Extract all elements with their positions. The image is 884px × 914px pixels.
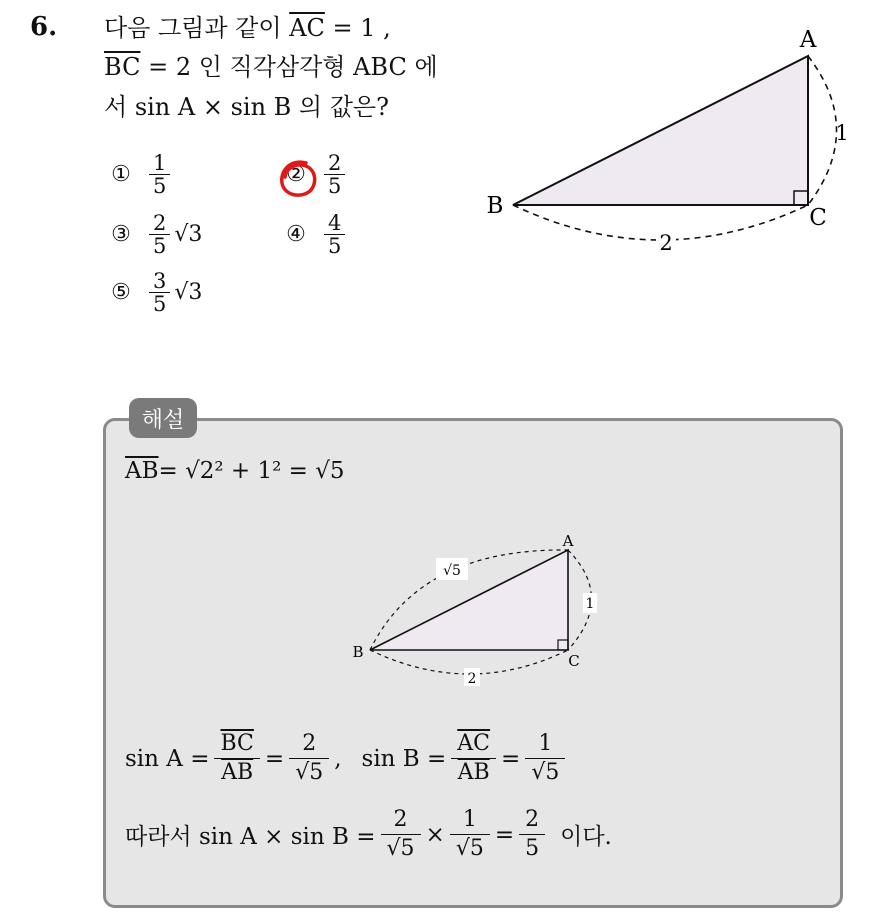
solution-label-ab: √5 xyxy=(443,563,461,579)
label-a: A xyxy=(799,27,817,53)
sine-values-line: sin A = $\frac{\overline{BC}}{AB}$ = 2 √5 , sin B = $\frac{\overline{AC}}{AB}$ = 1 √5 xyxy=(125,732,570,785)
answer-circle-mark xyxy=(276,157,320,201)
triangle-abc xyxy=(513,56,808,205)
ac-arc xyxy=(808,56,837,205)
question-line-1: 다음 그림과 같이 $\overline{AC} = 1$ , xyxy=(104,14,391,42)
choice-3[interactable]: ③ $\frac{2}{5}$ √3 xyxy=(111,211,203,259)
choice-1[interactable]: ① $\frac{1}{5}$ xyxy=(109,152,168,197)
final-answer-line: 따라서 sin A × sin B = 2 √5 × 1 √5 = 2 5 이다. xyxy=(125,807,612,862)
triangle-figure xyxy=(480,25,860,265)
label-ac: 1 xyxy=(835,121,849,145)
label-bc: 2 xyxy=(659,231,673,255)
solution-label-bc: 2 xyxy=(467,671,477,687)
question-line-2: $\overline{BC} = 2$ 인 직각삼각형 ABC 에 xyxy=(104,53,438,81)
choice-4[interactable]: ④ $\frac{4}{5}$ xyxy=(284,212,343,257)
solution-label-ac: 1 xyxy=(585,596,595,612)
solution-triangle-abc xyxy=(370,550,568,650)
solution-tag: 해설 xyxy=(129,398,197,438)
choice-2[interactable]: ② $\frac{2}{5}$ xyxy=(284,152,343,197)
label-c: C xyxy=(809,205,827,231)
question-number: 6. xyxy=(30,12,58,42)
solution-triangle-figure xyxy=(340,528,620,688)
label-b: B xyxy=(486,193,504,219)
ab-length-line: $\overline{AB}$ = √2² + 1² = √5 xyxy=(125,458,345,484)
question-line-3: 서 sin A × sin B 의 값은? xyxy=(104,93,389,121)
solution-label-b: B xyxy=(352,643,364,661)
choice-5[interactable]: ⑤ $\frac{3}{5}$ √3 xyxy=(111,269,203,317)
solution-label-c: C xyxy=(568,652,580,670)
solution-label-a: A xyxy=(562,532,574,550)
